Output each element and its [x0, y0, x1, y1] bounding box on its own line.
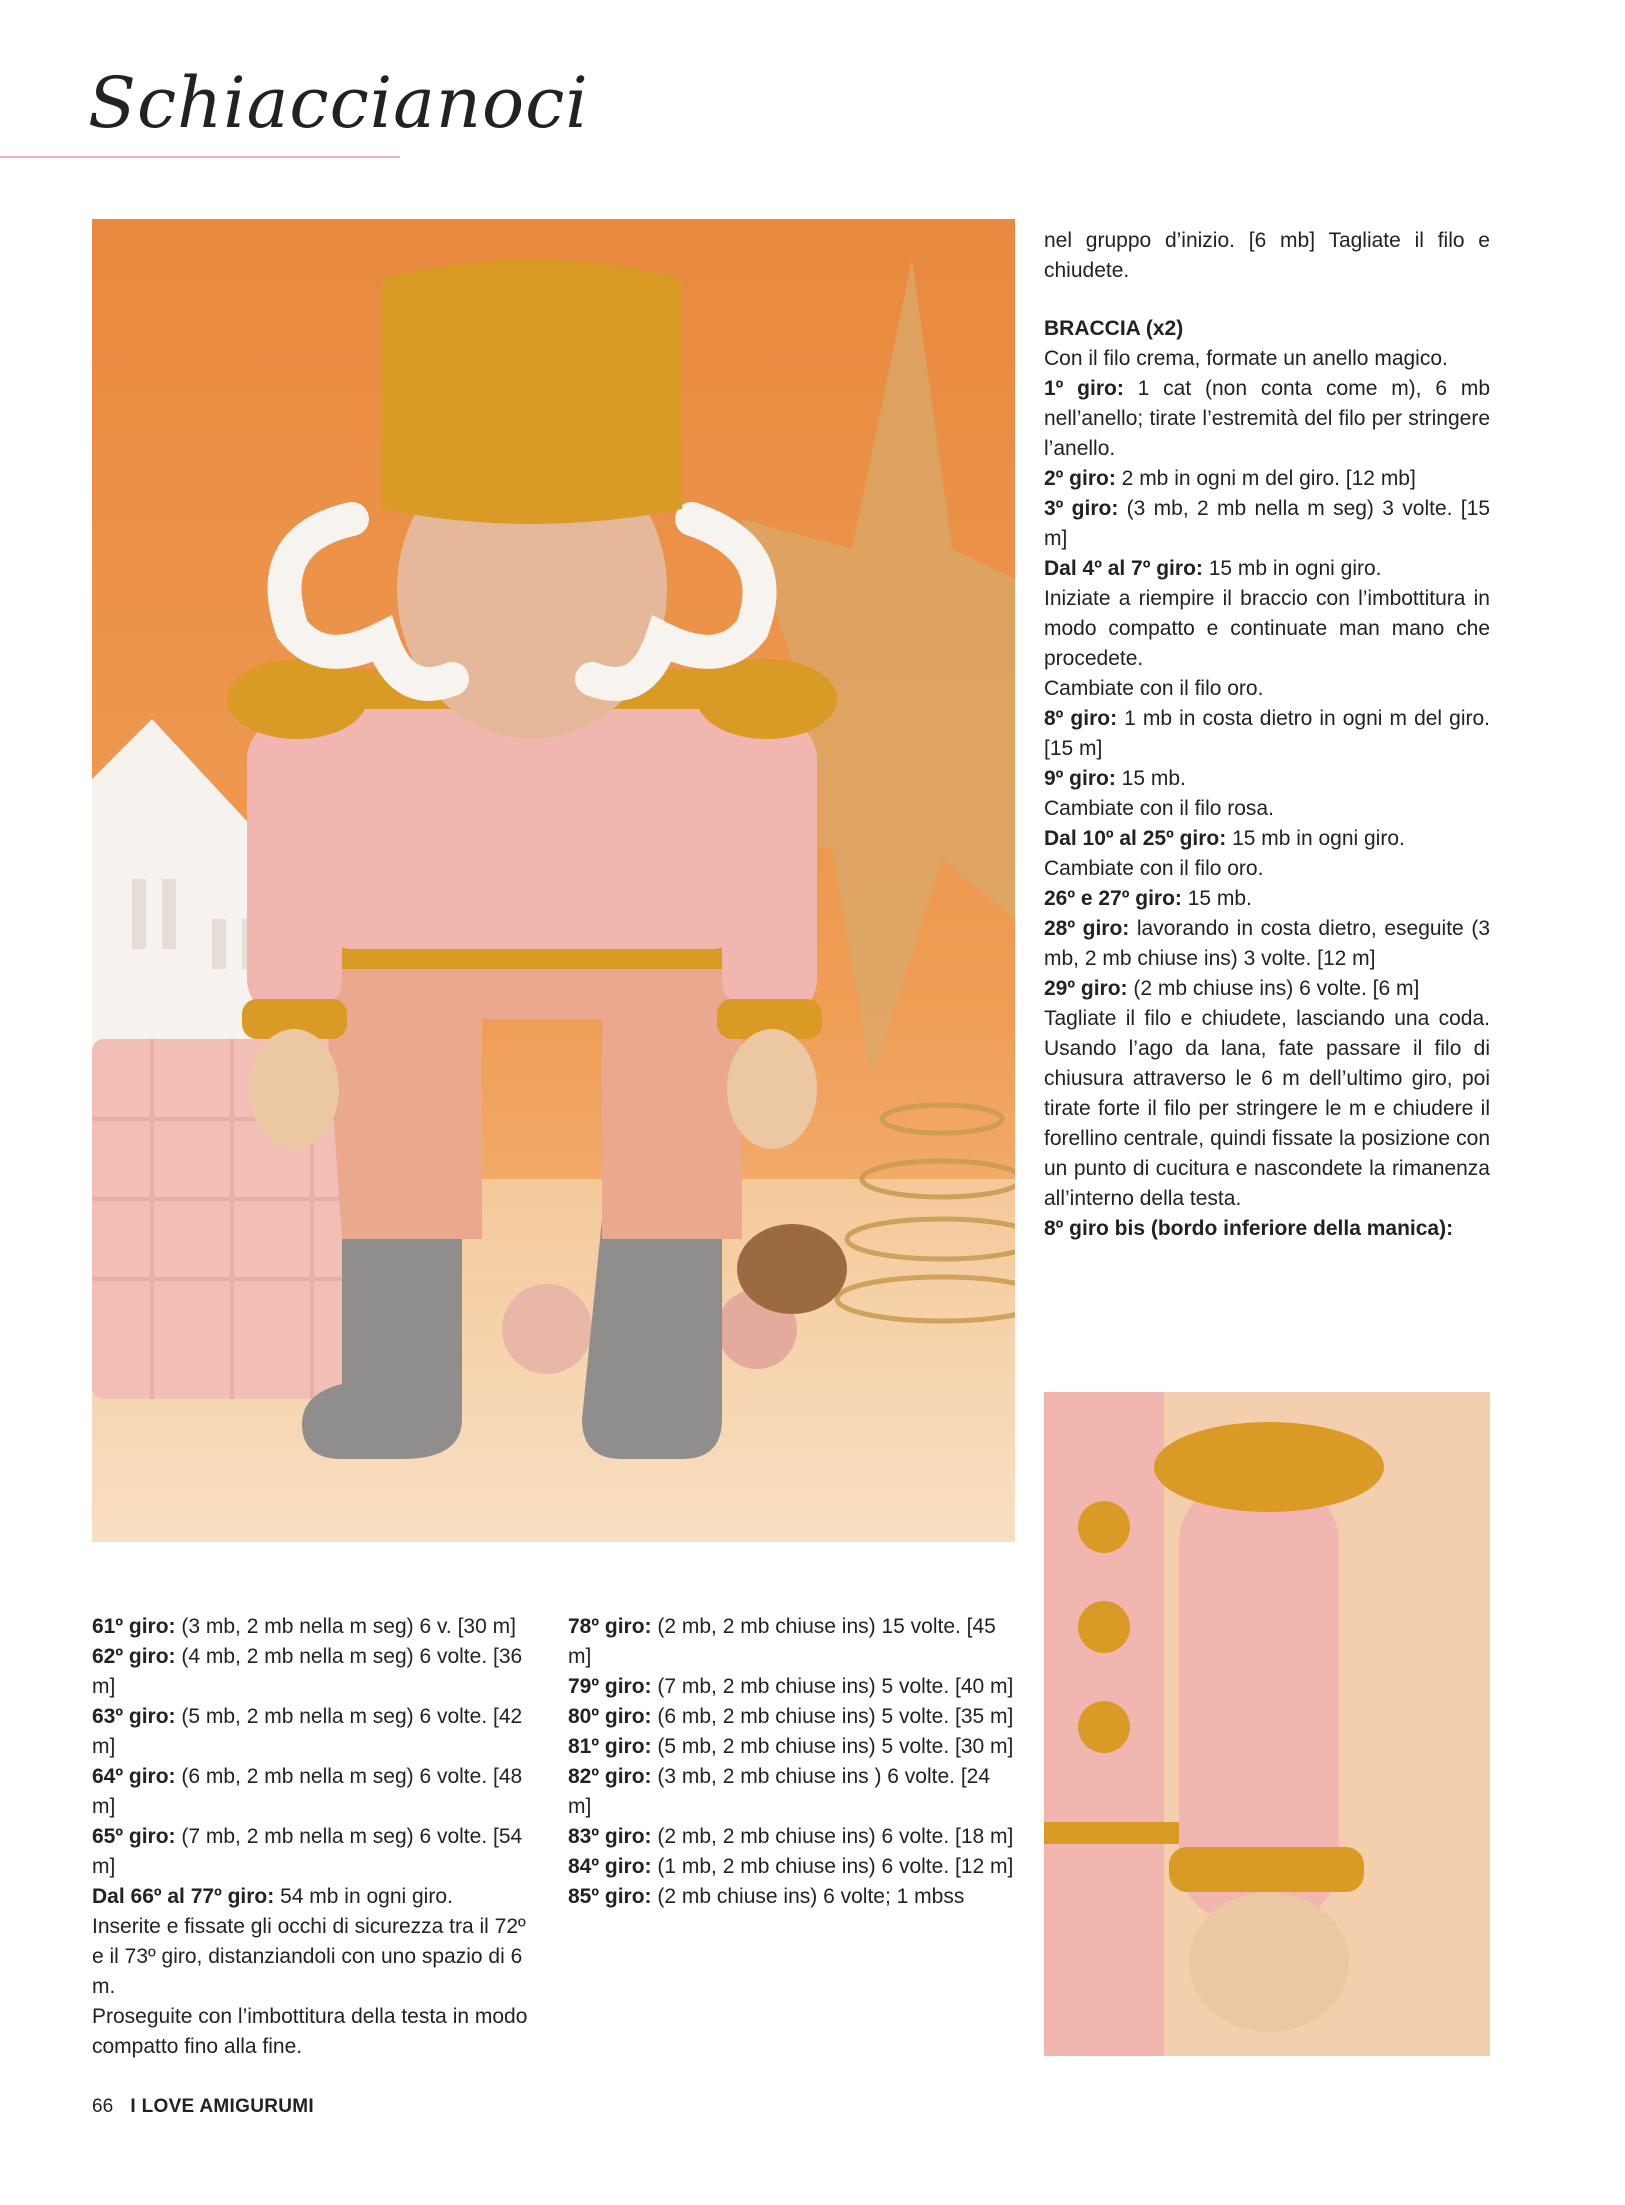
- instruction-line: [568, 1612, 1015, 1672]
- round-label: 28º giro:: [1044, 917, 1130, 940]
- instruction-line: [1044, 854, 1490, 884]
- round-label: 85º giro:: [568, 1885, 652, 1908]
- round-label: 29º giro:: [1044, 977, 1128, 1000]
- round-text: 15 mb in ogni giro.: [1202, 557, 1382, 580]
- round-text: 54 mb in ogni giro.: [274, 1885, 453, 1908]
- instruction-line: [568, 1672, 1015, 1702]
- round-text: 15 mb.: [1181, 887, 1252, 910]
- round-text: 15 mb.: [1115, 767, 1186, 790]
- instruction-line: [92, 1912, 539, 2002]
- round-label: Dal 66º al 77º giro:: [92, 1885, 275, 1908]
- instruction-line: [92, 1762, 539, 1822]
- magazine-name: I LOVE AMIGURUMI: [130, 2096, 314, 2117]
- instruction-line: [568, 1732, 1015, 1762]
- page-number: 66: [92, 2096, 114, 2117]
- instruction-line: [1044, 584, 1490, 674]
- instruction-line: [1044, 884, 1490, 914]
- round-label: 80º giro:: [568, 1705, 652, 1728]
- round-text: Tagliate il filo e chiudete, lasciando una coda. Usando l’ago da lana, fate passare il filo di chiusura attraverso le 6 m dell’ultimo giro, poi tirate forte il filo per stringere le m e chiudere il forellino centrale, quindi fissate la posizione con un punto di cucitura e nascondete la rimanenza all’interno della testa.: [1044, 1007, 1490, 1210]
- paragraph-gap: [1044, 286, 1490, 314]
- round-label: 79º giro:: [568, 1675, 652, 1698]
- nutcracker-back-photo: [92, 219, 1015, 1542]
- instruction-line: [1044, 1004, 1490, 1214]
- round-text: (3 mb, 2 mb nella m seg) 3 volte. [15 m]: [1044, 497, 1490, 550]
- round-text: (2 mb, 2 mb chiuse ins) 6 volte. [18 m]: [651, 1825, 1014, 1848]
- round-text: nel gruppo d’inizio. [6 mb] Tagliate il filo e chiudete.: [1044, 229, 1490, 282]
- round-text: Con il filo crema, formate un anello magico.: [1044, 347, 1448, 370]
- round-text: (7 mb, 2 mb nella m seg) 6 volte. [54 m]: [92, 1825, 523, 1878]
- round-text: Cambiate con il filo rosa.: [1044, 797, 1274, 820]
- round-text: 1 cat (non conta come m), 6 mb nell’anello; tirate l’estremità del filo per stringere l’anello.: [1044, 377, 1490, 460]
- instruction-line: [1044, 674, 1490, 704]
- round-text: (5 mb, 2 mb chiuse ins) 5 volte. [30 m]: [651, 1735, 1014, 1758]
- instruction-line: [92, 1822, 539, 1882]
- round-label: 82º giro:: [568, 1765, 652, 1788]
- round-label: 3º giro:: [1044, 497, 1119, 520]
- round-label: 78º giro:: [568, 1615, 652, 1638]
- round-text: 15 mb in ogni giro.: [1226, 827, 1405, 850]
- round-text: Cambiate con il filo oro.: [1044, 857, 1264, 880]
- round-text: 1 mb in costa dietro in ogni m del giro. [15 m]: [1044, 707, 1491, 760]
- round-label: 61º giro:: [92, 1615, 176, 1638]
- instruction-line: [1044, 374, 1490, 464]
- round-label: 8º giro:: [1044, 707, 1118, 730]
- instruction-line: [1044, 974, 1490, 1004]
- round-label: Dal 4º al 7º giro:: [1044, 557, 1203, 580]
- instruction-line: [1044, 344, 1490, 374]
- round-text: (2 mb chiuse ins) 6 volte. [6 m]: [1127, 977, 1420, 1000]
- instruction-line: [1044, 464, 1490, 494]
- round-label: Dal 10º al 25º giro:: [1044, 827, 1227, 850]
- round-label: 26º e 27º giro:: [1044, 887, 1182, 910]
- round-text: (5 mb, 2 mb nella m seg) 6 volte. [42 m]: [92, 1705, 523, 1758]
- round-text: (1 mb, 2 mb chiuse ins) 6 volte. [12 m]: [651, 1855, 1014, 1878]
- round-text: 2 mb in ogni m del giro. [12 mb]: [1115, 467, 1416, 490]
- round-text: (3 mb, 2 mb nella m seg) 6 v. [30 m]: [175, 1615, 516, 1638]
- instruction-line: [568, 1762, 1015, 1822]
- round-label: 65º giro:: [92, 1825, 176, 1848]
- round-text: Iniziate a riempire il braccio con l’imbottitura in modo compatto e continuate man mano che procedete.: [1044, 587, 1490, 670]
- instruction-line: [1044, 226, 1490, 286]
- round-text: lavorando in costa dietro, eseguite (3 mb, 2 mb chiuse ins) 3 volte. [12 m]: [1044, 917, 1490, 970]
- instruction-line: [568, 1852, 1015, 1882]
- instruction-line: [1044, 494, 1490, 554]
- instruction-line: [92, 1702, 539, 1762]
- round-label: 64º giro:: [92, 1765, 176, 1788]
- arms-instructions-column: [1044, 226, 1490, 1244]
- nutcracker-back-illustration: [92, 219, 1015, 1542]
- instruction-line: [92, 2002, 539, 2062]
- instruction-line: [1044, 824, 1490, 854]
- round-text: (4 mb, 2 mb nella m seg) 6 volte. [36 m]: [92, 1645, 523, 1698]
- page-footer: [92, 2096, 314, 2118]
- round-text: (2 mb, 2 mb chiuse ins) 15 volte. [45 m]: [568, 1615, 996, 1668]
- arm-detail-photo: [1044, 1392, 1490, 2056]
- title-divider: [0, 156, 400, 158]
- arm-detail-illustration: [1044, 1392, 1490, 2056]
- round-text: (6 mb, 2 mb chiuse ins) 5 volte. [35 m]: [651, 1705, 1014, 1728]
- instruction-line: [568, 1882, 1015, 1912]
- instruction-line: [92, 1612, 539, 1642]
- round-text: Inserite e fissate gli occhi di sicurezza tra il 72º e il 73º giro, distanziandoli con uno spazio di 6 m.: [92, 1915, 526, 1998]
- round-text: Proseguite con l’imbottitura della testa in modo compatto fino alla fine.: [92, 2005, 528, 2058]
- instruction-line: [568, 1822, 1015, 1852]
- head-decrease-column: [568, 1612, 1015, 1912]
- round-label: 1º giro:: [1044, 377, 1124, 400]
- round-text: (7 mb, 2 mb chiuse ins) 5 volte. [40 m]: [651, 1675, 1014, 1698]
- round-label: 83º giro:: [568, 1825, 652, 1848]
- instruction-line: [1044, 764, 1490, 794]
- instruction-line: [92, 1882, 539, 1912]
- round-text: (3 mb, 2 mb chiuse ins ) 6 volte. [24 m]: [568, 1765, 991, 1818]
- head-rounds-column: [92, 1612, 539, 2062]
- round-text: (2 mb chiuse ins) 6 volte; 1 mbss: [651, 1885, 965, 1908]
- instruction-line: [92, 1642, 539, 1702]
- instruction-line: [568, 1702, 1015, 1732]
- instruction-line: [1044, 1214, 1490, 1244]
- round-label: BRACCIA (x2): [1044, 317, 1184, 340]
- round-label: 62º giro:: [92, 1645, 176, 1668]
- round-label: 9º giro:: [1044, 767, 1116, 790]
- round-label: 63º giro:: [92, 1705, 176, 1728]
- round-text: Cambiate con il filo oro.: [1044, 677, 1264, 700]
- round-label: 8º giro bis (bordo inferiore della manica):: [1044, 1217, 1454, 1240]
- round-label: 2º giro:: [1044, 467, 1116, 490]
- round-text: (6 mb, 2 mb nella m seg) 6 volte. [48 m]: [92, 1765, 523, 1818]
- instruction-line: [1044, 704, 1490, 764]
- page-title: Schiaccianoci: [88, 62, 589, 144]
- instruction-line: [1044, 554, 1490, 584]
- round-label: 84º giro:: [568, 1855, 652, 1878]
- round-label: 81º giro:: [568, 1735, 652, 1758]
- instruction-line: [1044, 314, 1490, 344]
- instruction-line: [1044, 794, 1490, 824]
- instruction-line: [1044, 914, 1490, 974]
